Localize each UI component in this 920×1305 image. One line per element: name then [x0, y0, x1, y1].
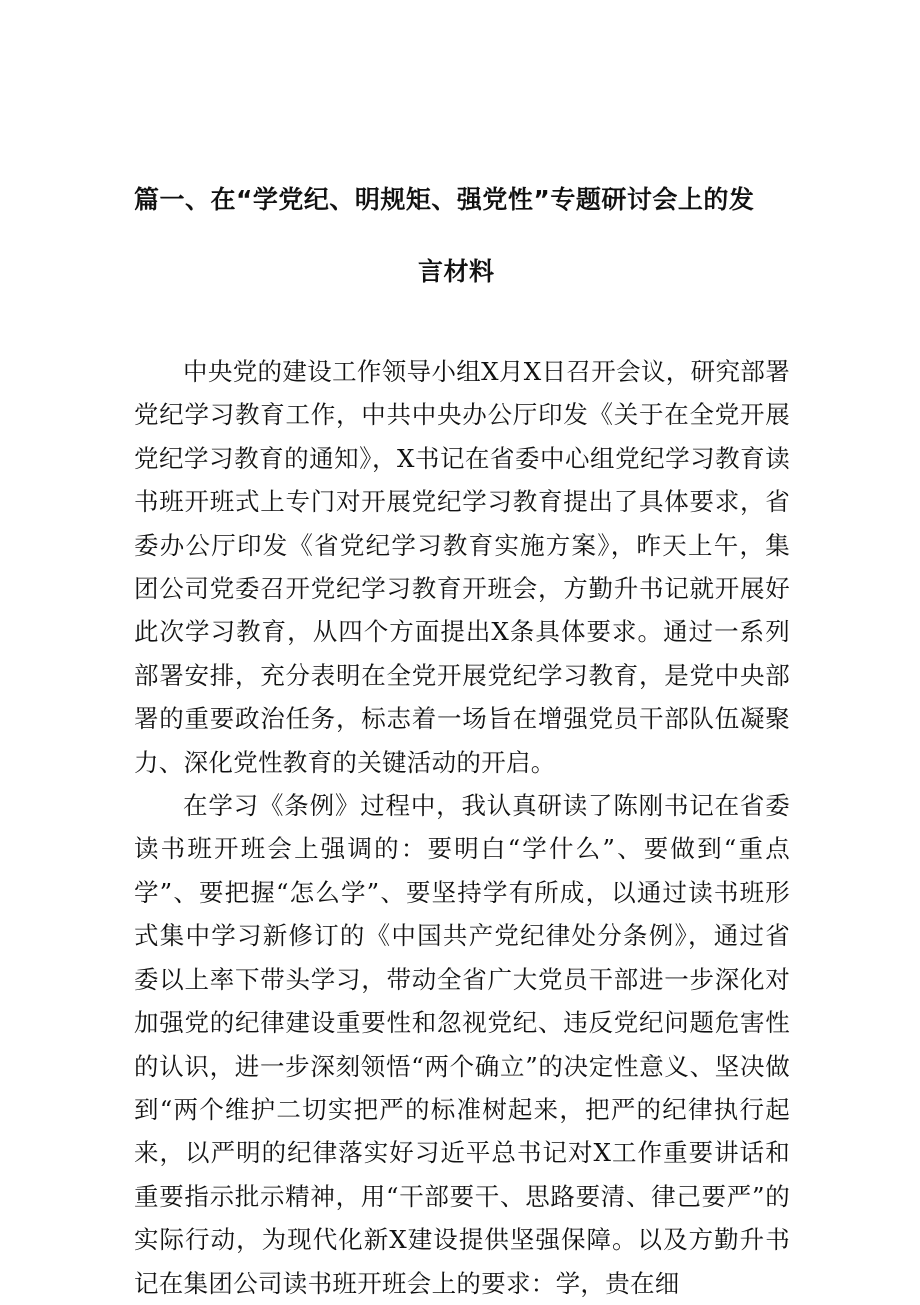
body-paragraph-2: 在学习《条例》过程中，我认真研读了陈刚书记在省委读书班开班会上强调的：要明白“学什么”、要做到“重点学”、要把握“怎么学”、要坚持学有所成，以通过读书班形式集中学习新修订的《中国共产党纪律处分条例》，通过省委以上率下带头学习，带动全省广大党员干部进一步深化对加强党的纪律建设重要性和忽视党纪、违反党纪问题危害性的认识，进一步深刻领悟“两个确立”的决定性意义、坚决做到“两个维护二切实把严的标准树起来，把严的纪律执行起来，以严明的纪律落实好习近平总书记对X工作重要讲话和重要指示批示精神，用“干部要干、思路要清、律己要严”的实际行动，为现代化新X建设提供坚强保障。以及方勤升书记在集团公司读书班开班会上的要求：学，贵在细: [134, 791, 790, 1298]
document-title-line-2: 言材料: [418, 257, 495, 286]
document-body: [134, 350, 790, 1305]
document-title-line-1: 篇一、在“学党纪、明规矩、强党性”专题研讨会上的发: [134, 185, 755, 214]
body-paragraph-1: 中央党的建设工作领导小组X月X日召开会议，研究部署党纪学习教育工作，中共中央办公厅印发《关于在全党开展党纪学习教育的通知》，X书记在省委中心组党纪学习教育读书班开班式上专门对开展党纪学习教育提出了具体要求，省委办公厅印发《省党纪学习教育实施方案》，昨天上午，集团公司党委召开党纪学习教育开班会，方勤升书记就开展好此次学习教育，从四个方面提出X条具体要求。通过一系列部署安排，充分表明在全党开展党纪学习教育，是党中央部署的重要政治任务，标志着一场旨在增强党员干部队伍凝聚力、深化党性教育的关键活动的开启。: [134, 357, 790, 777]
